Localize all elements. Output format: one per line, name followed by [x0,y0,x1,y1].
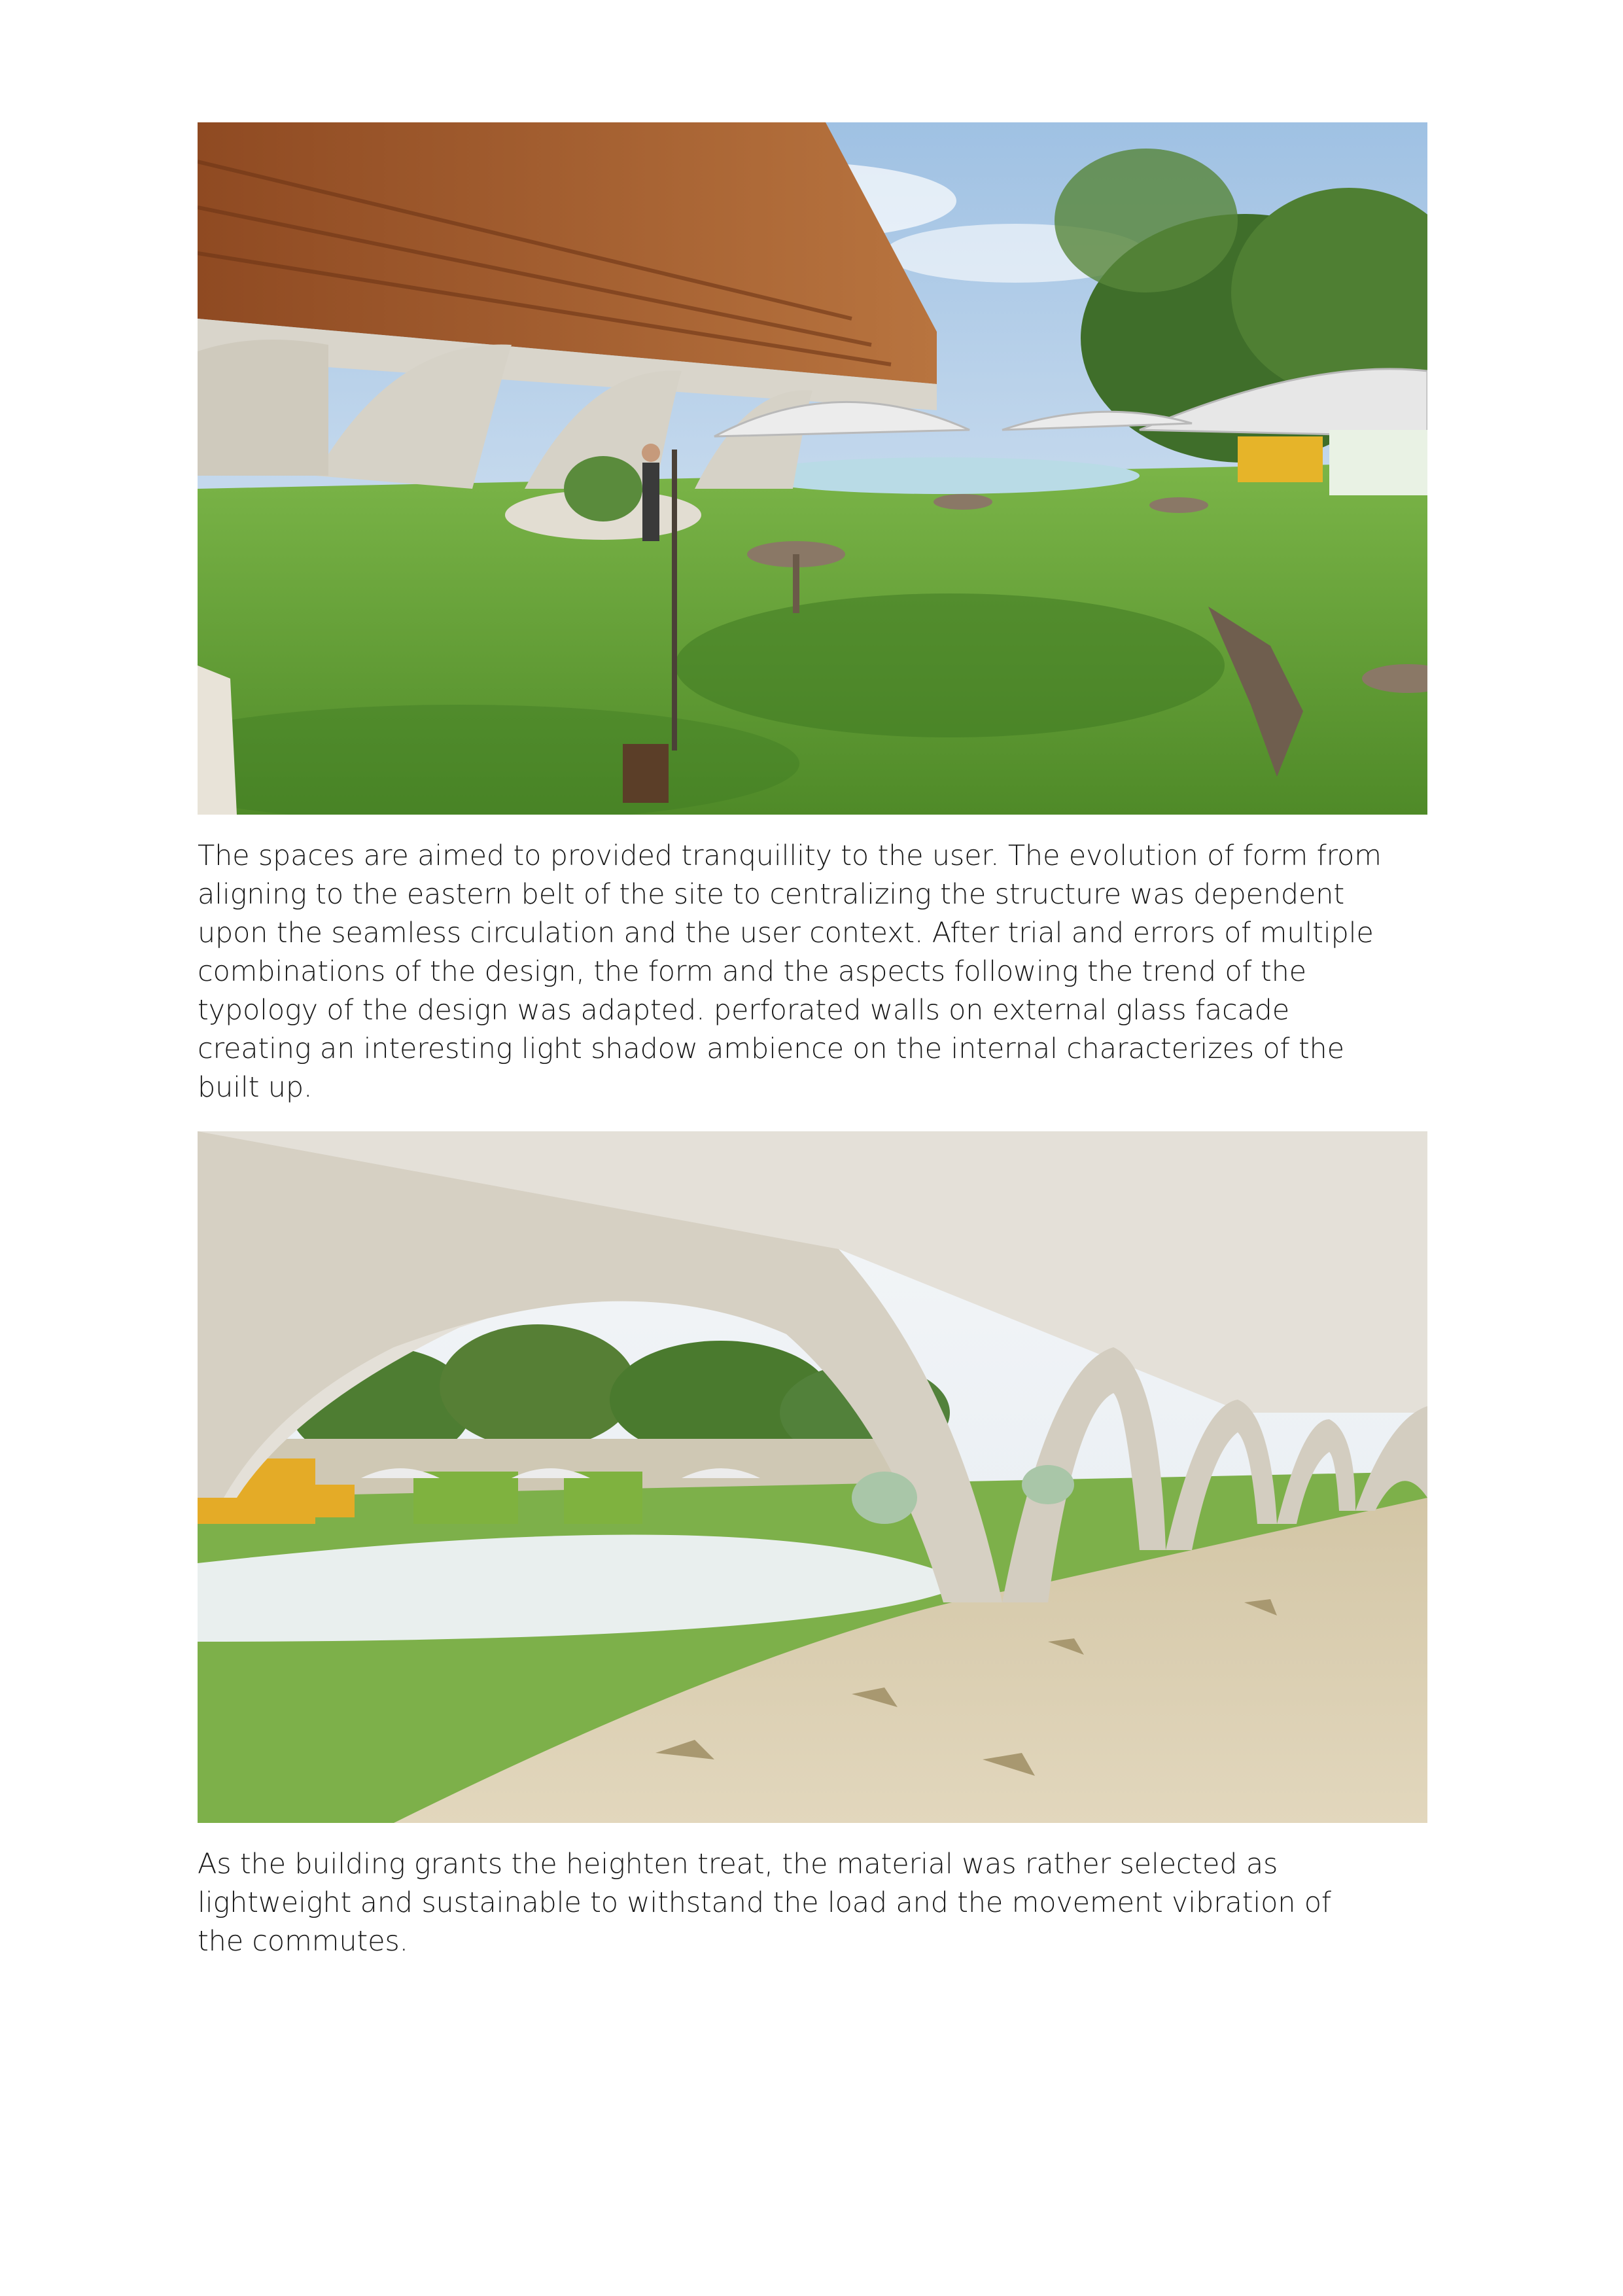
paragraph-line: the commutes. [198,1925,408,1958]
paragraph-line: aligning to the eastern belt of the site to centralizing the structure was dependent [198,878,1344,911]
paragraph-line: typology of the design was adapted. perforated walls on external glass facade [198,994,1289,1027]
paragraph-line: built up. [198,1071,313,1104]
first-paragraph [198,837,1434,1107]
exterior-rendering-illustration [198,122,1427,815]
exterior-rendering-image [198,122,1427,815]
paragraph-line: lightweight and sustainable to withstand the load and the movement vibration of [198,1886,1331,1919]
paragraph-line: As the building grants the heighten treat, the material was rather selected as [198,1848,1278,1881]
walkway-rendering-image [198,1131,1427,1823]
paragraph-line: combinations of the design, the form and the aspects following the trend of the [198,955,1306,988]
paragraph-line: creating an interesting light shadow ambience on the internal characterizes of the [198,1033,1344,1065]
paragraph-line: upon the seamless circulation and the user context. After trial and errors of multiple [198,917,1374,949]
walkway-rendering-illustration [198,1131,1427,1823]
second-paragraph [198,1845,1434,1961]
paragraph-line: The spaces are aimed to provided tranquillity to the user. The evolution of form from [198,839,1382,872]
